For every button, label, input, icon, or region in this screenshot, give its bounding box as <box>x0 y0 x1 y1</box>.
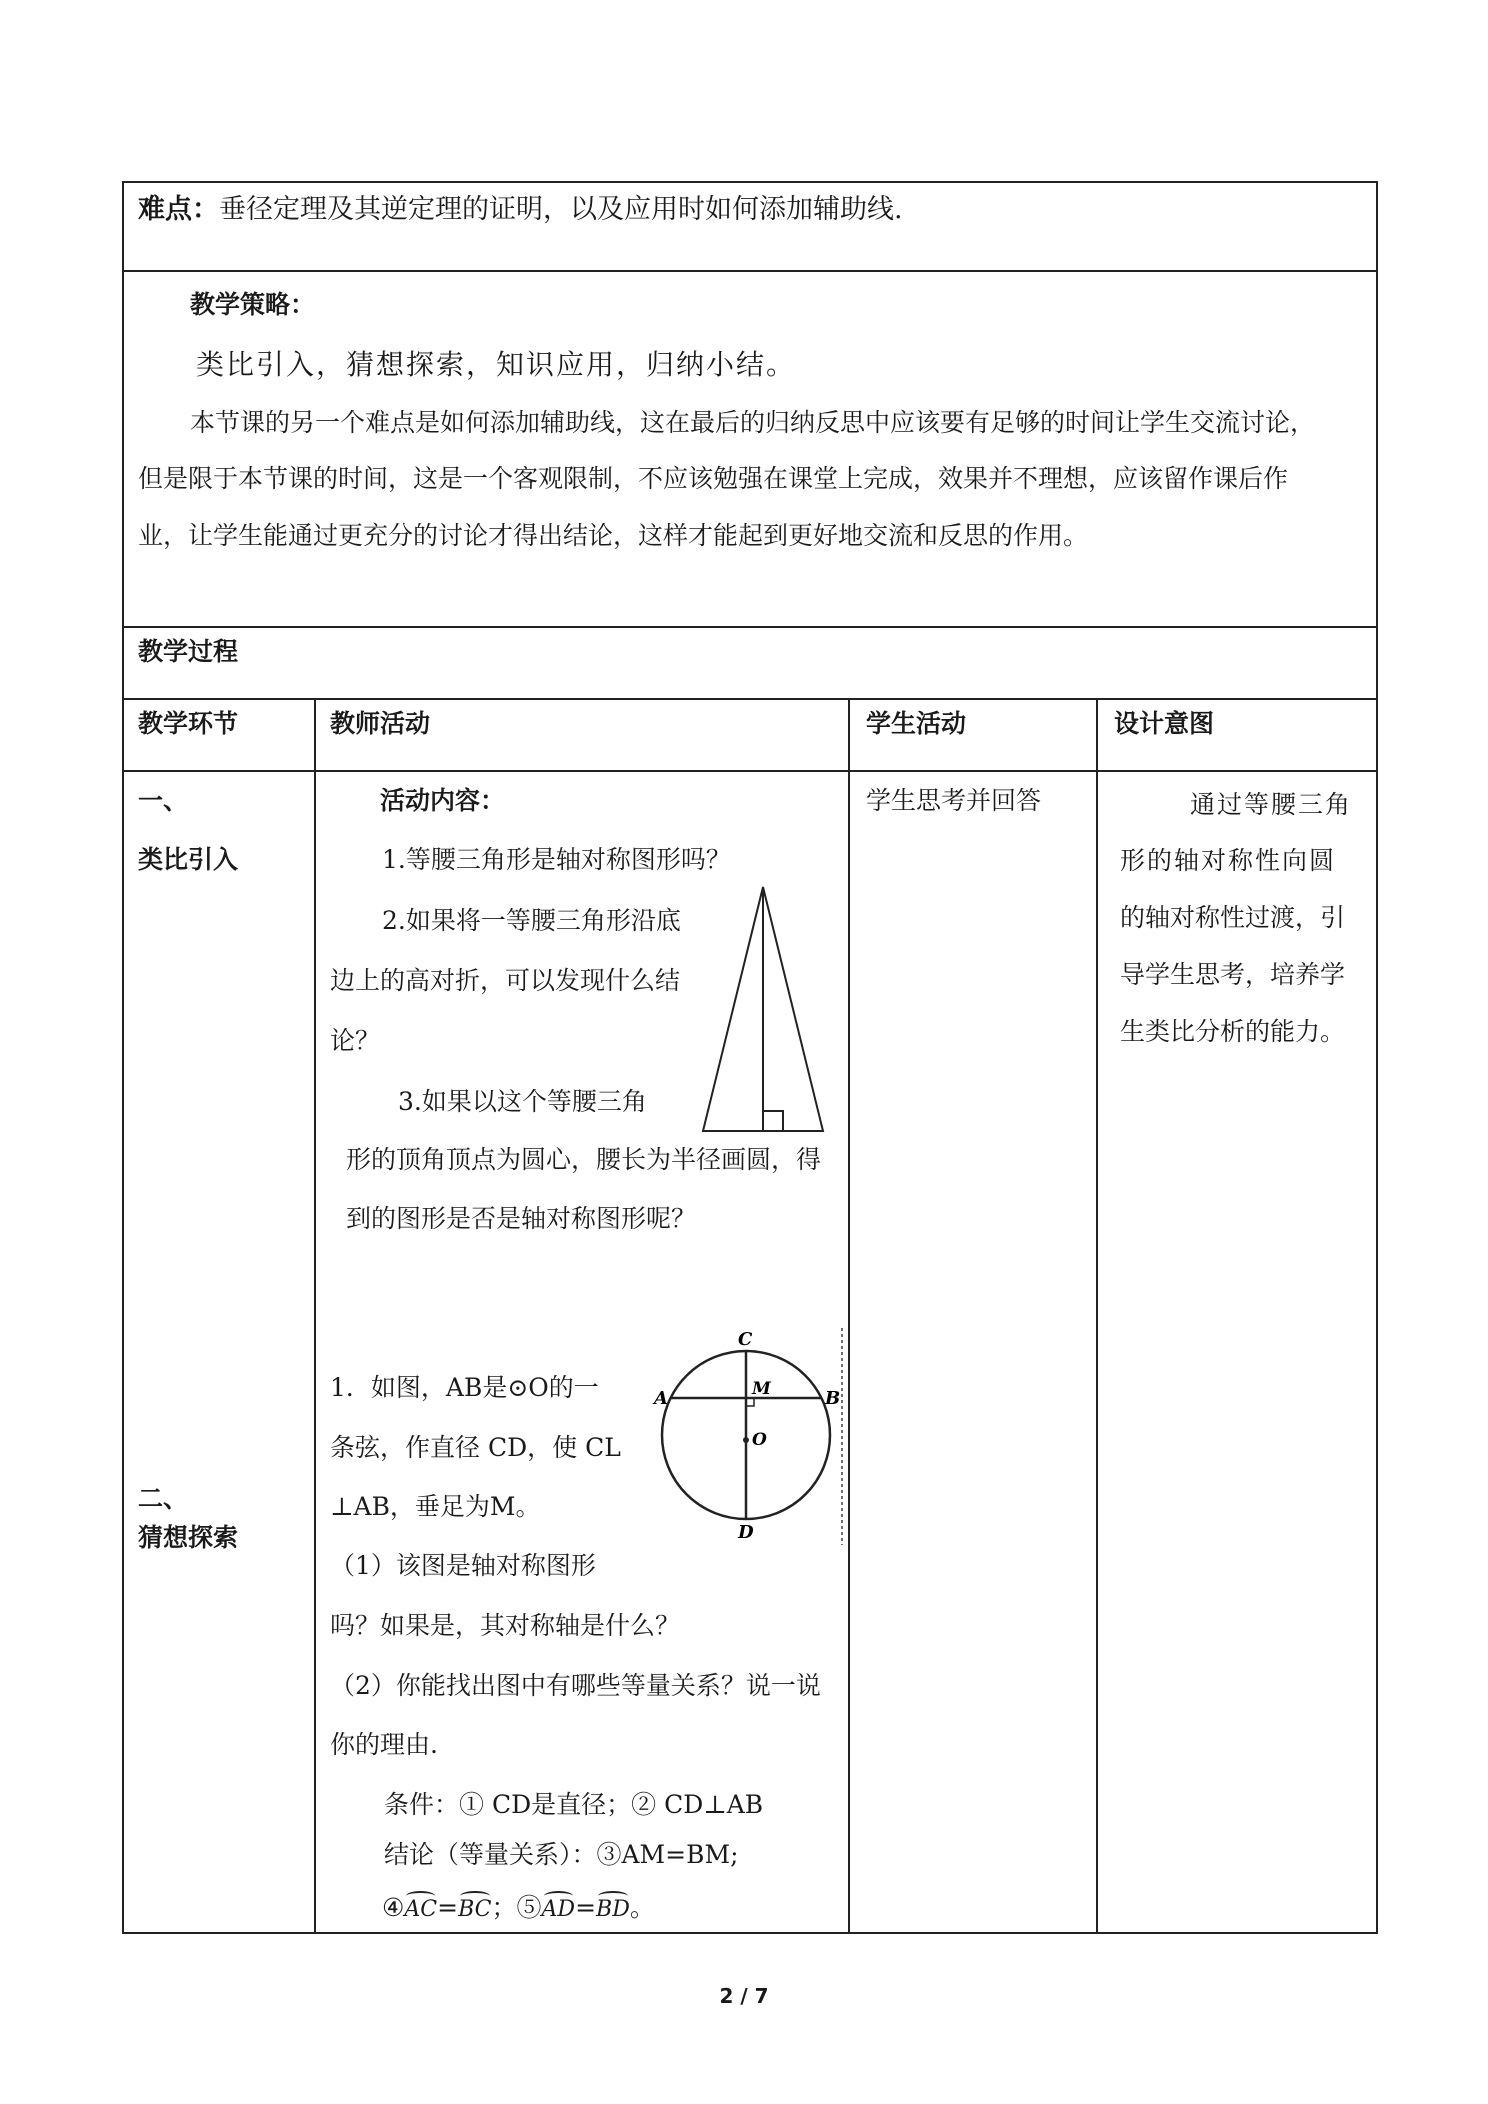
stage2-question-1: （1）该图是轴对称图形 <box>330 1551 596 1580</box>
label-o: O <box>752 1430 767 1450</box>
stage1-intent-line: 导学生思考，培养学 <box>1120 960 1346 989</box>
page-number: 2 / 7 <box>719 1984 769 2008</box>
stage1-student-activity: 学生思考并回答 <box>866 786 1042 815</box>
column-header-student: 学生活动 <box>866 709 967 738</box>
row-divider <box>122 698 1378 700</box>
strategy-heading: 教学策略： <box>190 290 316 319</box>
strategy-summary: 类比引入，猜想探索，知识应用，归纳小结。 <box>196 348 797 381</box>
stage2-question-2: 你的理由. <box>330 1730 438 1759</box>
table-border-bottom <box>122 1932 1378 1934</box>
table-border-top <box>122 181 1378 183</box>
equals-sign: = <box>437 1893 459 1922</box>
column-header-teacher: 教师活动 <box>330 709 431 738</box>
column-divider <box>314 698 316 1934</box>
label-m: M <box>752 1379 771 1399</box>
stage2-problem-1: ⊥AB，垂足为M。 <box>330 1492 541 1521</box>
arc-equalities-prefix: ④ <box>382 1893 405 1922</box>
column-divider <box>848 698 850 1934</box>
stage2-arc-equalities <box>382 1893 655 1925</box>
stage1-intent-line: 生类比分析的能力。 <box>1120 1017 1346 1046</box>
stage2-problem-1: 1．如图，AB是⊙O的一 <box>330 1373 599 1402</box>
period: 。 <box>629 1893 655 1922</box>
difficulty-text: 垂径定理及其逆定理的证明，以及应用时如何添加辅助线. <box>219 194 903 225</box>
row-divider <box>122 626 1378 628</box>
stage2-conclusion: 结论（等量关系）：③AM=BM; <box>384 1840 739 1869</box>
table-border-right <box>1376 181 1378 1934</box>
circle-chord-figure <box>650 1320 850 1550</box>
strategy-paragraph-line: 但是限于本节课的时间，这是一个客观限制，不应该勉强在课堂上完成，效果并不理想，应该留作课后作 <box>138 464 1289 493</box>
equals-sign: = <box>575 1893 597 1922</box>
stage1-question-3: 到的图形是否是轴对称图形呢？ <box>346 1204 697 1233</box>
stage1-name: 类比引入 <box>138 845 239 874</box>
stage1-question-3: 形的顶角顶点为圆心，腰长为半径画圆，得 <box>346 1145 822 1174</box>
stage1-intent-line: 形的轴对称性向圆 <box>1120 846 1337 875</box>
row-divider <box>122 770 1378 772</box>
label-b: B <box>825 1388 841 1409</box>
label-c: C <box>738 1329 753 1350</box>
stage1-question-3: 3.如果以这个等腰三角 <box>398 1087 647 1116</box>
stage1-activity-title: 活动内容： <box>380 786 506 815</box>
stage1-question-2: 边上的高对折，可以发现什么结 <box>330 966 681 995</box>
stage1-question-1: 1.等腰三角形是轴对称图形吗？ <box>382 845 731 874</box>
stage1-question-2: 论？ <box>330 1026 381 1055</box>
stage1-intent-line: 的轴对称性过渡，引 <box>1120 903 1346 932</box>
column-divider <box>1096 698 1098 1934</box>
stage2-conditions: 条件：① CD是直径；② CD⊥AB <box>384 1790 764 1819</box>
strategy-paragraph-line: 本节课的另一个难点是如何添加辅助线，这在最后的归纳反思中应该要有足够的时间让学生交流讨论， <box>190 408 1316 437</box>
stage1-intent-line: 通过等腰三角 <box>1190 790 1353 819</box>
stage1-question-2: 2.如果将一等腰三角形沿底 <box>382 906 681 935</box>
label-a: A <box>654 1388 668 1409</box>
arc-ac: AC <box>404 1895 437 1925</box>
column-header-intent: 设计意图 <box>1114 709 1215 738</box>
label-d: D <box>738 1522 754 1543</box>
arc-ad: AD <box>542 1895 576 1925</box>
strategy-paragraph-line: 业，让学生能通过更充分的讨论才得出结论，这样才能起到更好地交流和反思的作用。 <box>138 521 1089 550</box>
row-divider <box>122 270 1378 272</box>
isosceles-triangle-figure <box>695 885 831 1133</box>
process-heading: 教学过程 <box>138 637 239 666</box>
stage2-question-2: （2）你能找出图中有哪些等量关系？说一说 <box>330 1671 821 1700</box>
difficulty-label: 难点： <box>138 194 219 225</box>
stage2-number: 二、 <box>138 1484 189 1513</box>
stage2-name: 猜想探索 <box>138 1523 239 1552</box>
stage2-problem-1: 条弦，作直径 CD，使 CL <box>330 1433 621 1462</box>
separator: ；⑤ <box>491 1893 542 1922</box>
stage2-question-1: 吗？如果是，其对称轴是什么？ <box>330 1611 681 1640</box>
arc-bc: BC <box>458 1895 491 1925</box>
arc-bd: BD <box>596 1895 630 1925</box>
column-header-stage: 教学环节 <box>138 709 239 738</box>
table-border-left <box>122 181 124 1934</box>
difficulty-row <box>138 195 903 225</box>
stage1-number: 一、 <box>138 786 189 815</box>
